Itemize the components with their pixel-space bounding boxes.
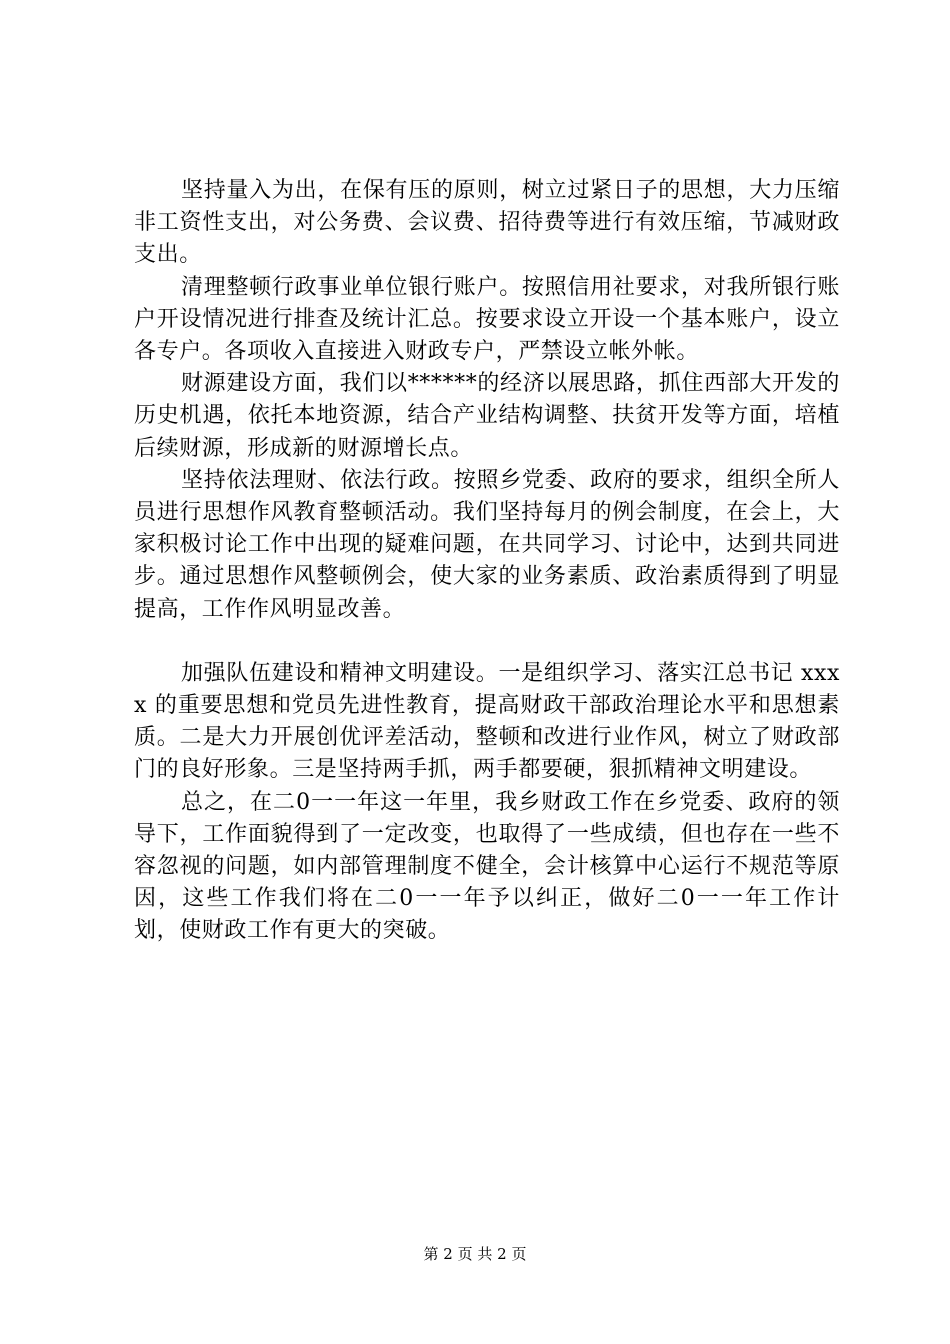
page-number-footer: 第 2 页 共 2 页 [423, 1245, 527, 1263]
paragraph-rule-of-law: 坚持依法理财、依法行政。按照乡党委、政府的要求，组织全所人员进行思想作风教育整顿活动。我们坚持每月的例会制度，在会上，大家积极讨论工作中出现的疑难问题，在共同学习、讨论中，达到共同进步。通过思想作风整顿例会，使大家的业务素质、政治素质得到了明显提高，工作作风明显改善。 [134, 467, 840, 622]
document-body [134, 175, 840, 948]
paragraph-summary: 总之，在二0一一年这一年里，我乡财政工作在乡党委、政府的领导下，工作面貌得到了一定改变，也取得了一些成绩，但也存在一些不容忽视的问题，如内部管理制度不健全，会计核算中心运行不规范等原因，这些工作我们将在二0一一年予以纠正，做好二0一一年工作计划，使财政工作有更大的突破。 [134, 789, 840, 944]
paragraph-bank-accounts: 清理整顿行政事业单位银行账户。按照信用社要求，对我所银行账户开设情况进行排查及统计汇总。按要求设立开设一个基本账户，设立各专户。各项收入直接进入财政专户，严禁设立帐外帐。 [134, 274, 840, 365]
paragraph-revenue-sources: 财源建设方面，我们以******的经济以展思路，抓住西部大开发的历史机遇，依托本地资源，结合产业结构调整、扶贫开发等方面，培植后续财源，形成新的财源增长点。 [134, 371, 840, 461]
paragraph-budget-control: 坚持量入为出，在保有压的原则，树立过紧日子的思想，大力压缩非工资性支出，对公务费、会议费、招待费等进行有效压缩，节减财政支出。 [134, 178, 840, 268]
paragraph-team-building: 加强队伍建设和精神文明建设。一是组织学习、落实江总书记 xxxx 的重要思想和党员先进性教育，提高财政干部政治理论水平和思想素质。二是大力开展创优评差活动，整顿和改进行业作风，树立了财政部门的良好形象。三是坚持两手抓，两手都要硬，狠抓精神文明建设。 [134, 660, 840, 783]
